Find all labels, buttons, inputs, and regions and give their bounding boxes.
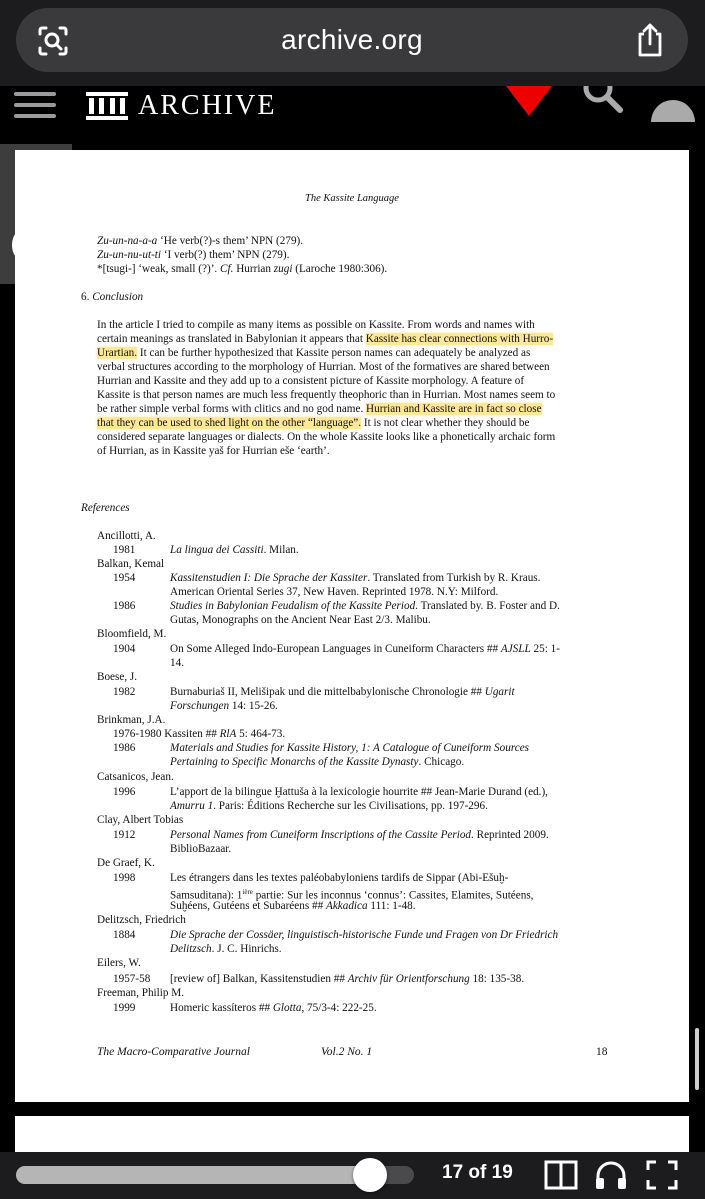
glossary-term: zugi: [273, 263, 293, 275]
ref-author: Brinkman, J.A.: [97, 714, 166, 726]
ref-year: 1996: [113, 786, 136, 798]
ref-author: Clay, Albert Tobias: [97, 814, 184, 826]
ref-title-rest: . Chicago.: [418, 756, 465, 768]
ref-author: Freeman, Philip M.: [97, 987, 185, 999]
running-header: The Kassite Language: [305, 193, 399, 204]
ref-title-cont: [170, 699, 278, 713]
glossary-term: Zu-un-na-a-a: [97, 235, 158, 247]
archive-wordmark[interactable]: ARCHIVE: [138, 90, 277, 121]
url-text[interactable]: archive.org: [281, 24, 423, 55]
ref-title-rest: 25: 1-: [530, 643, 560, 655]
ref-year: 1981: [113, 544, 136, 556]
donate-icon[interactable]: [506, 86, 552, 116]
glossary-text: Hurrian: [233, 263, 274, 275]
ref-author: Boese, J.: [97, 671, 138, 683]
ref-title-rest: , 75/3-4: 222-25.: [301, 1002, 377, 1014]
ref-title-rest: Samsuditana): 1: [170, 889, 243, 902]
ref-title-italic: Delitzsch: [170, 943, 212, 955]
conclusion-line: Kassite is that person names are much less frequently theophoric than in Hurrian. Most names seem to: [97, 389, 556, 401]
fullscreen-icon[interactable]: [646, 1160, 678, 1190]
conclusion-line: Hurrian and Kassite and they add up to a consistent picture of Kassite morphology. A feature of: [97, 375, 525, 387]
conclusion-line: considered separate languages or dialects. On the whole Kassite looks like a phonetically archaic form: [97, 431, 556, 443]
ref-year: 1912: [113, 829, 136, 841]
user-avatar-icon[interactable]: [650, 92, 696, 122]
footer-volume: Vol.2 No. 1: [321, 1046, 373, 1058]
address-bar[interactable]: [16, 8, 688, 72]
share-icon[interactable]: [634, 22, 666, 58]
ref-title-cont: [170, 799, 488, 813]
ref-title-rest: partie: Sur les inconnus ‘connus’: Cassites, Elamites, Sutéens,: [252, 889, 534, 902]
section-title: Conclusion: [92, 291, 144, 303]
page-slider-fill: [16, 1166, 370, 1184]
ref-title: [170, 828, 549, 842]
ref-title-italic: Pertaining to Specific Monarchs of the Kassite Dynasty: [170, 756, 419, 768]
ref-author: Balkan, Kemal: [97, 558, 165, 570]
ref-author: Bloomfield, M.: [97, 628, 167, 640]
ref-title-rest: . Paris: Éditions Recherche sur les Civilisations, pp. 197-296.: [213, 800, 488, 812]
next-page-preview: [15, 1116, 689, 1156]
ref-title: [170, 599, 560, 613]
ref-title-italic: Glotta: [272, 1002, 302, 1014]
ref-title-cont: [170, 899, 416, 913]
section-number: 6.: [81, 291, 93, 303]
conclusion-line: of Hurrian, as in Kassite yaš for Hurrian eše ‘earth’.: [97, 445, 330, 457]
page-slider[interactable]: [16, 1166, 414, 1184]
ref-title-rest: 111: 1-48.: [367, 900, 416, 912]
highlighted-text: Hurrian and Kassite are in fact so close: [366, 403, 542, 415]
ref-title-cont: Gutas, Monographs on the Ancient Near East 2/3. Malibu.: [170, 614, 431, 626]
ref-title-rest: Kassiten ##: [161, 728, 220, 740]
ref-title-cont: 14.: [170, 657, 184, 669]
ref-title-rest: . Translated by. B. Foster and D.: [415, 600, 560, 612]
ref-title: Les étrangers dans les textes paléobabyloniens tardifs de Sippar (Abi-Ešuḫ-: [170, 872, 509, 884]
ref-title-cont: BiblioBazaar.: [170, 843, 232, 855]
ref-title-rest: 18: 135-38.: [469, 973, 525, 985]
ref-title-rest: . Translated from Turkish by R. Kraus.: [367, 572, 541, 584]
ref-title-italic: AJSLL: [500, 643, 531, 655]
ref-title: [170, 642, 560, 656]
ref-title-italic: Personal Names from Cuneiform Inscriptions of the Cassite Period: [170, 829, 472, 841]
ref-year-text: 1976-1980: [113, 728, 162, 740]
ref-author: Delitzsch, Friedrich: [97, 914, 186, 926]
ref-title-italic: Kassitenstudien I: Die Sprache der Kassiter: [170, 572, 368, 584]
ref-superscript: ière: [242, 888, 253, 896]
ref-title-cont: [170, 942, 282, 956]
ref-title: [170, 543, 299, 557]
page-slider-knob[interactable]: [353, 1158, 387, 1192]
ref-year: 1986: [113, 600, 136, 612]
glossary-line-2: [97, 248, 289, 262]
ref-title-italic: La lingua dei Cassiti: [170, 544, 264, 556]
ref-title-rest: Homeric kassíteros ##: [170, 1002, 273, 1014]
ref-title-rest: 14: 15-26.: [229, 700, 278, 712]
read-aloud-icon[interactable]: [594, 1160, 628, 1190]
ref-year: 1954: [113, 572, 136, 584]
ref-title-rest: . Reprinted 2009.: [471, 829, 549, 841]
ref-year: 1986: [113, 742, 136, 754]
archive-logo-icon[interactable]: [86, 92, 128, 120]
ref-title-italic: Archiv für Orientforschung: [347, 973, 470, 985]
conclusion-line: [97, 402, 542, 416]
glossary-def: ‘He verb(?)-s them’ NPN (279).: [157, 235, 304, 247]
glossary-line-3: [97, 262, 387, 276]
ref-title: L’apport de la bilingue Ḫattuša à la lexicologie hourrite ## Jean-Marie Durand (ed.),: [170, 786, 548, 798]
highlighted-text: Kassite has clear connections with Hurro-: [365, 333, 554, 345]
two-page-view-icon[interactable]: [544, 1160, 578, 1190]
ref-title-italic: Amurru 1: [170, 800, 214, 812]
glossary-cf: Cf.: [220, 263, 234, 275]
conclusion-text: certain meanings as translated in Babylonian it appears that: [97, 333, 366, 345]
ref-title: [170, 685, 515, 699]
glossary-text: *[tsugi-] ‘weak, small (?)’.: [97, 263, 221, 275]
ref-title-italic: Ugarit: [484, 686, 515, 698]
menu-icon[interactable]: [14, 92, 56, 122]
ref-title-rest: On Some Alleged Indo-European Languages in Cuneiform Characters ##: [170, 643, 501, 655]
ref-title-rest: . J. C. Hinrichs.: [211, 943, 282, 955]
conclusion-line: verbal structures according to the morphology of Hurrian. Most of the formatives are shared between: [97, 361, 550, 373]
scrollbar[interactable]: [695, 1028, 699, 1090]
ref-title: [170, 972, 524, 986]
glossary-line-1: [97, 234, 303, 248]
ref-title: [170, 571, 540, 585]
ref-year: 1904: [113, 643, 136, 655]
ref-title-cont: American Oriental Series 37, New Haven. Reprinted 1978. N.Y: Milford.: [170, 586, 499, 598]
ref-year: 1998: [113, 872, 136, 884]
ref-author: Catsanicos, Jean.: [97, 771, 174, 783]
glossary-text: (Laroche 1980:306).: [292, 263, 388, 275]
footer-page-number: 18: [596, 1046, 608, 1058]
ref-year: 1999: [113, 1002, 136, 1014]
ref-title: Materials and Studies for Kassite History, 1: A Catalogue of Cuneiform Sources: [170, 742, 530, 754]
conclusion-line: In the article I tried to compile as many items as possible on Kassite. From words and names with: [97, 319, 535, 331]
ref-title-italic: RlA: [219, 728, 237, 740]
ref-title-italic: Forschungen: [170, 700, 230, 712]
ref-year: 1957-58: [113, 973, 151, 985]
conclusion-text: be rather simple verbal forms with clitics and no god name.: [97, 403, 367, 415]
archive-header: [0, 86, 705, 129]
conclusion-line: [97, 346, 530, 360]
browser-top-bar: [0, 0, 705, 92]
glossary-def: ‘I verb(?) them’ NPN (279).: [161, 249, 290, 261]
conclusion-line: [97, 416, 529, 430]
ref-author: De Graef, K.: [97, 857, 155, 869]
reader-bottom-bar: [0, 1152, 705, 1199]
ref-title: Die Sprache der Cossäer, linguistisch-historische Funde und Fragen von Dr Friedrich: [170, 929, 559, 941]
glossary-term: Zu-un-nu-ut-ti: [97, 249, 162, 261]
ref-year: 1982: [113, 686, 136, 698]
ref-year: [113, 727, 285, 741]
references-heading: References: [81, 502, 130, 514]
highlighted-text: Urartian.: [97, 347, 138, 359]
page-indicator: 17 of 19: [442, 1162, 513, 1183]
highlighted-text: that they can be used to shed light on the other “language”.: [97, 417, 362, 429]
conclusion-text: It is not clear whether they should be: [361, 417, 530, 429]
ref-title: [170, 1001, 377, 1015]
ref-title-rest: . Milan.: [263, 544, 299, 556]
conclusion-text: It can be further hypothesized that Kassite person names can adequately be analyzed as: [137, 347, 531, 359]
ref-title-rest: Suḫéens, Gutéens et Subaréens ##: [170, 900, 326, 912]
ref-title-rest: Burnaburiaš II, Melišipak und die mittelbabylonische Chronologie ##: [170, 686, 485, 698]
conclusion-line: [97, 332, 553, 346]
ref-year: 1884: [113, 929, 136, 941]
footer-journal: The Macro-Comparative Journal: [97, 1046, 250, 1058]
ref-author: Ancillotti, A.: [97, 530, 156, 542]
ref-title-cont: [170, 755, 464, 769]
ref-title-italic: Akkadica: [325, 900, 368, 912]
section-heading: [81, 290, 143, 304]
ref-title-italic: Studies in Babylonian Feudalism of the Kassite Period: [170, 600, 416, 612]
ref-author: Eilers, W.: [97, 957, 141, 969]
search-icon[interactable]: [580, 86, 626, 116]
ref-title-rest: 5: 464-73.: [236, 728, 286, 740]
document-page: [15, 150, 689, 1102]
ref-title-rest: [review of] Balkan, Kassitenstudien ##: [170, 973, 348, 985]
